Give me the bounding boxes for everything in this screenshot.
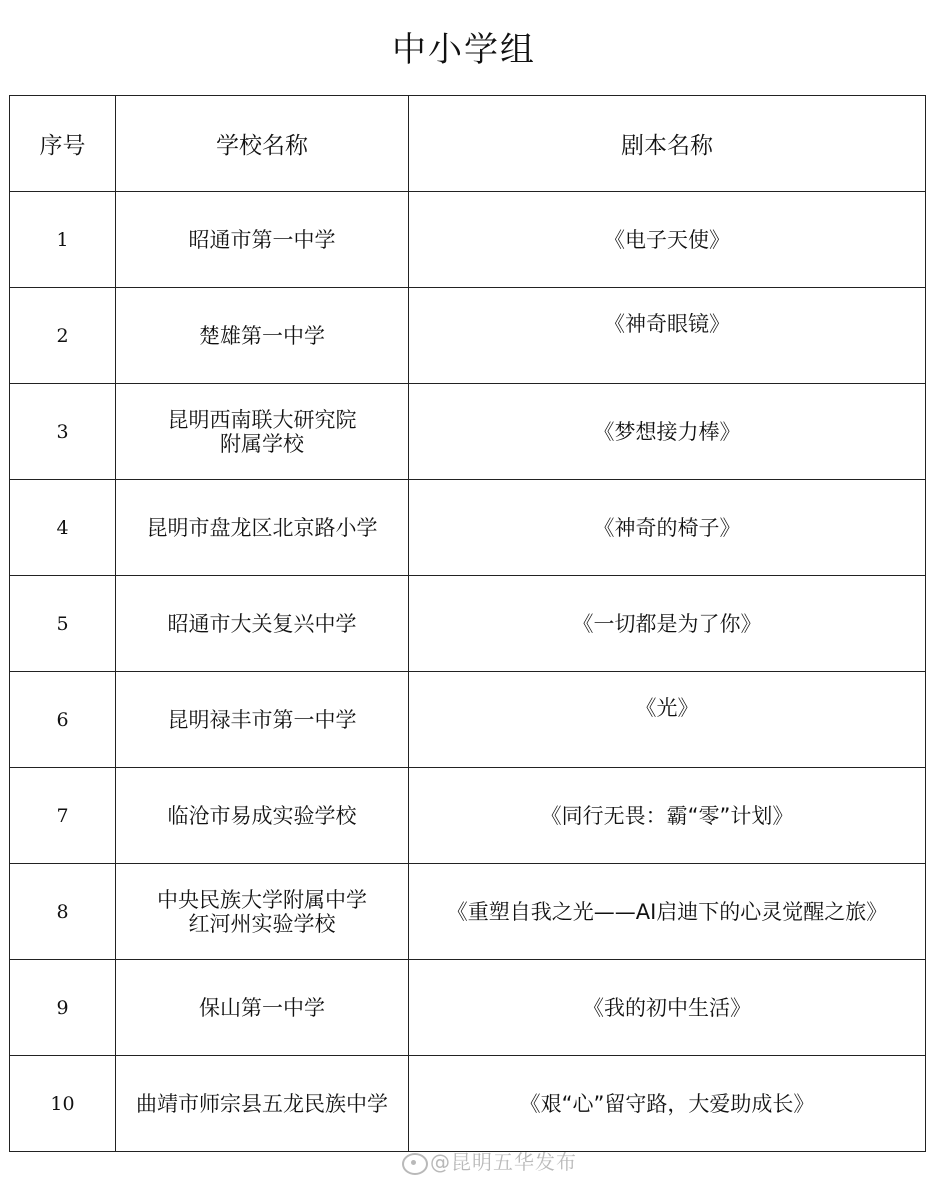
script-name-text: 《重塑自我之光——AI启迪下的心灵觉醒之旅》 [446,899,888,924]
script-name-text: 《神奇眼镜》 [604,311,730,336]
table-row [10,288,926,384]
table-row [10,192,926,288]
script-name [409,672,926,768]
row-number: 3 [10,384,116,480]
script-name-text: 《艰“心”留守路，大爱助成长》 [519,1091,815,1116]
school-name [116,384,409,480]
school-name [116,192,409,288]
school-name-text: 昆明西南联大研究院 附属学校 [167,407,357,456]
page-title: 中小学组 [392,30,536,70]
script-name-text: 《光》 [635,695,699,720]
row-number: 7 [10,768,116,864]
script-name [409,384,926,480]
script-name-text: 《同行无畏：霸“零”计划》 [540,803,794,828]
header-school-name: 学校名称 [116,96,409,192]
script-name [409,288,926,384]
script-name [409,768,926,864]
row-number: 8 [10,864,116,960]
script-name [409,192,926,288]
watermark-text: @昆明五华发布 [430,1150,577,1174]
row-number: 2 [10,288,116,384]
school-name-text: 曲靖市师宗县五龙民族中学 [136,1091,388,1116]
table-row [10,1056,926,1152]
school-name-text: 保山第一中学 [199,995,325,1020]
school-name [116,960,409,1056]
school-name-text: 昆明市盘龙区北京路小学 [146,515,378,540]
school-name [116,288,409,384]
table-row [10,960,926,1056]
script-name-text: 《我的初中生活》 [583,995,751,1020]
school-name [116,1056,409,1152]
school-name [116,768,409,864]
script-name [409,576,926,672]
script-name-text: 《神奇的椅子》 [593,515,741,540]
school-name [116,864,409,960]
school-name [116,480,409,576]
row-number: 6 [10,672,116,768]
script-name [409,960,926,1056]
table-row [10,384,926,480]
row-number: 9 [10,960,116,1056]
table-row [10,576,926,672]
row-number: 1 [10,192,116,288]
script-name-text: 《梦想接力棒》 [593,419,741,444]
school-name-text: 昭通市第一中学 [188,227,336,252]
row-number: 4 [10,480,116,576]
roster-table [9,95,926,1152]
header-number: 序号 [10,96,116,192]
school-name [116,576,409,672]
script-name [409,864,926,960]
table-row [10,672,926,768]
script-name-text: 《一切都是为了你》 [572,611,762,636]
school-name-text: 中央民族大学附属中学 红河州实验学校 [157,887,367,936]
table-row [10,480,926,576]
table-row [10,768,926,864]
script-name [409,480,926,576]
school-name-text: 楚雄第一中学 [199,323,325,348]
row-number: 5 [10,576,116,672]
script-name [409,1056,926,1152]
weibo-icon [402,1153,428,1175]
school-name-text: 昆明禄丰市第一中学 [167,707,357,732]
school-name [116,672,409,768]
row-number: 10 [10,1056,116,1152]
header-script-name: 剧本名称 [409,96,926,192]
table-row [10,864,926,960]
watermark [402,1146,577,1175]
script-name-text: 《电子天使》 [604,227,730,252]
school-name-text: 昭通市大关复兴中学 [167,611,357,636]
header-row [10,96,926,192]
school-name-text: 临沧市易成实验学校 [167,803,357,828]
